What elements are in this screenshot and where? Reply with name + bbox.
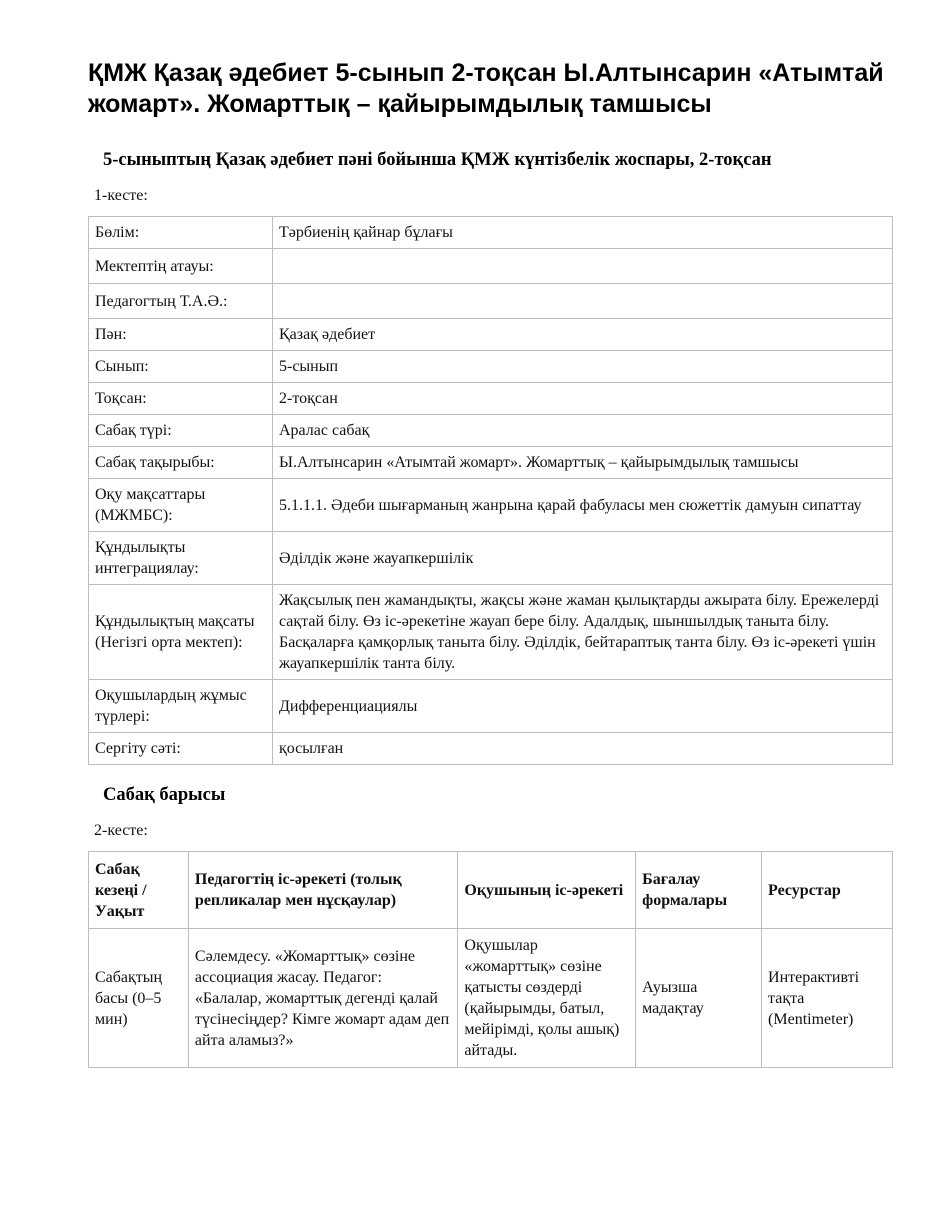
- plan-heading: 5-сыныптың Қазақ әдебиет пәні бойынша ҚМЖ күнтізбелік жоспары, 2-тоқсан: [103, 150, 772, 170]
- lesson-table-cell: Сабақтың басы (0–5 мин): [89, 929, 189, 1068]
- info-row-value: 2-тоқсан: [273, 383, 893, 415]
- info-row-value: [273, 249, 893, 284]
- table2-caption: 2-кесте:: [94, 822, 148, 839]
- info-row-label: Оқушылардың жұмыс түрлері:: [89, 680, 273, 733]
- lesson-info-table: [88, 216, 893, 765]
- info-row: [89, 415, 893, 447]
- info-row-value: Дифференциациялы: [273, 680, 893, 733]
- info-row-value: Ы.Алтынсарин «Атымтай жомарт». Жомарттық – қайырымдылық тамшысы: [273, 447, 893, 479]
- table1-caption: 1-кесте:: [94, 187, 148, 204]
- info-row-label: Құндылықтың мақсаты (Негізгі орта мектеп):: [89, 585, 273, 680]
- document-page: [88, 58, 893, 1068]
- info-row: [89, 680, 893, 733]
- info-row: [89, 585, 893, 680]
- info-row: [89, 217, 893, 249]
- lesson-table-cell: Сәлемдесу. «Жомарттық» сөзіне ассоциация жасау. Педагог: «Балалар, жомарттық дегенді қалай түсінесіңдер? Кімге жомарт адам деп айта аламыз?»: [188, 929, 457, 1068]
- info-row-label: Бөлім:: [89, 217, 273, 249]
- info-row: [89, 479, 893, 532]
- info-row-value: Қазақ әдебиет: [273, 319, 893, 351]
- lesson-table-header-cell: Сабақ кезеңі / Уақыт: [89, 852, 189, 929]
- info-row-value: [273, 284, 893, 319]
- lesson-table-header-cell: Ресурстар: [762, 852, 893, 929]
- lesson-table-header-row: [89, 852, 893, 929]
- info-row-value: қосылған: [273, 733, 893, 765]
- info-row: [89, 733, 893, 765]
- info-row-value: 5-сынып: [273, 351, 893, 383]
- info-row-value: Аралас сабақ: [273, 415, 893, 447]
- info-row-label: Педагогтың Т.А.Ә.:: [89, 284, 273, 319]
- info-row-label: Сергіту сәті:: [89, 733, 273, 765]
- document-title: ҚМЖ Қазақ әдебиет 5-сынып 2-тоқсан Ы.Алтынсарин «Атымтай жомарт». Жомарттық – қайырымдылық тамшысы: [88, 59, 884, 118]
- info-row-label: Сабақ тақырыбы:: [89, 447, 273, 479]
- info-row: [89, 532, 893, 585]
- info-row: [89, 249, 893, 284]
- info-row-label: Тоқсан:: [89, 383, 273, 415]
- lesson-table-cell: Интерактивті тақта (Mentimeter): [762, 929, 893, 1068]
- info-row-value: Тәрбиенің қайнар бұлағы: [273, 217, 893, 249]
- info-row: [89, 383, 893, 415]
- info-row-value: 5.1.1.1. Әдеби шығарманың жанрына қарай фабуласы мен сюжеттік дамуын сипаттау: [273, 479, 893, 532]
- info-row-label: Құндылықты интеграциялау:: [89, 532, 273, 585]
- lesson-table-header-cell: Оқушының іс-әрекеті: [458, 852, 636, 929]
- info-row-label: Сынып:: [89, 351, 273, 383]
- info-row: [89, 447, 893, 479]
- lesson-table-cell: Ауызша мадақтау: [636, 929, 762, 1068]
- info-row-value: Әділдік және жауапкершілік: [273, 532, 893, 585]
- lesson-table-cell: Оқушылар «жомарттық» сөзіне қатысты сөздерді (қайырымды, батыл, мейірімді, қолы ашық) айтады.: [458, 929, 636, 1068]
- lesson-table-header-cell: Педагогтің іс-әрекеті (толық репликалар мен нұсқаулар): [188, 852, 457, 929]
- info-row: [89, 351, 893, 383]
- info-row-value: Жақсылық пен жамандықты, жақсы және жаман қылықтарды ажырата білу. Ережелерді сақтай білу. Өз іс-әрекетіне жауап бере білу. Адалдық, шыншылдық таныта білу. Басқаларға қамқорлық таныта білу. Әділдік, бейтараптық танта білу. Өз іс-әрекеті үшін жауапкершілік танта білу.: [273, 585, 893, 680]
- lesson-table-header-cell: Бағалау формалары: [636, 852, 762, 929]
- lesson-heading: Сабақ барысы: [103, 785, 226, 805]
- info-row-label: Пән:: [89, 319, 273, 351]
- info-row-label: Оқу мақсаттары (МЖМБС):: [89, 479, 273, 532]
- info-row: [89, 284, 893, 319]
- lesson-flow-table: [88, 851, 893, 1068]
- info-row-label: Мектептің атауы:: [89, 249, 273, 284]
- info-row-label: Сабақ түрі:: [89, 415, 273, 447]
- info-row: [89, 319, 893, 351]
- lesson-table-row: [89, 929, 893, 1068]
